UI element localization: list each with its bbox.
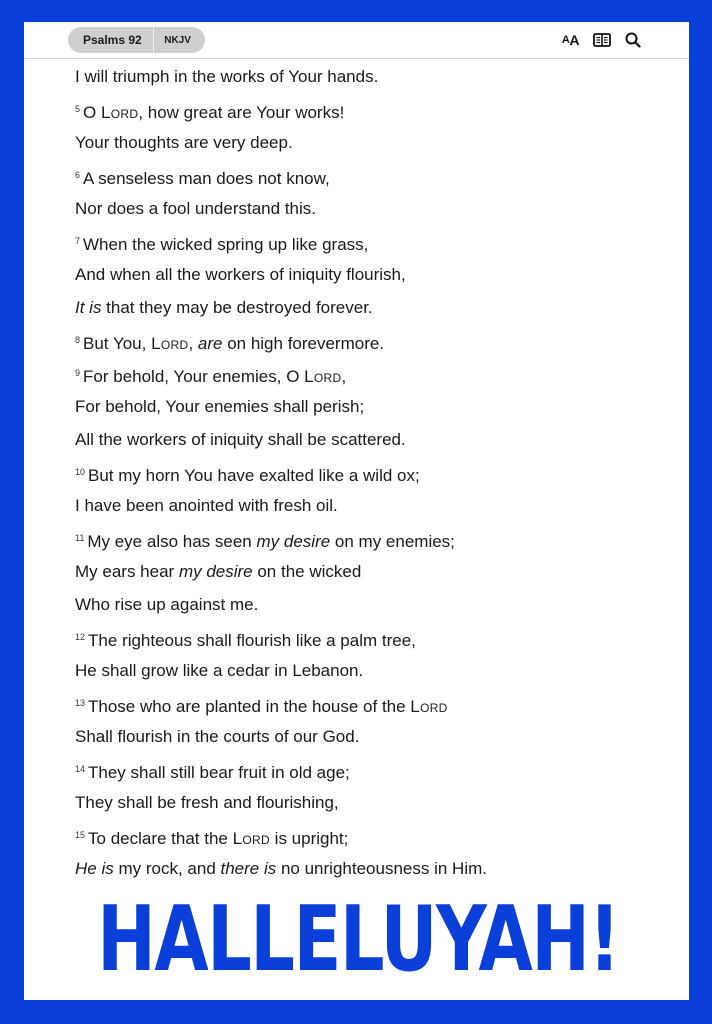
verse-line bbox=[75, 93, 675, 126]
divine-name: LORD bbox=[151, 334, 189, 353]
verse-text: on high forevermore. bbox=[222, 334, 385, 353]
italic-text: are bbox=[197, 334, 223, 353]
verse-text: no unrighteousness in Him. bbox=[276, 859, 487, 878]
verse-text: that they may be destroyed forever. bbox=[101, 298, 373, 317]
verse-list bbox=[75, 60, 675, 885]
italic-text: my desire bbox=[178, 562, 253, 581]
verse-text: my rock, and bbox=[113, 859, 221, 878]
toolbar bbox=[562, 30, 641, 50]
verse-text: , bbox=[341, 367, 347, 386]
verse-number: 11 bbox=[75, 533, 85, 543]
verse-line bbox=[75, 687, 675, 720]
verse-line bbox=[75, 126, 675, 159]
text-size-icon[interactable]: A A bbox=[561, 32, 579, 48]
verse-text: They shall be fresh and flourishing, bbox=[75, 793, 339, 812]
search-icon[interactable] bbox=[625, 32, 641, 48]
verse-line bbox=[75, 291, 675, 324]
verse-number: 10 bbox=[75, 467, 86, 477]
verse-text: They shall still bear fruit in old age; bbox=[88, 763, 350, 782]
verse-line bbox=[75, 522, 675, 555]
verse-text: But my horn You have exalted like a wild ox; bbox=[88, 466, 420, 485]
verse-number: 5 bbox=[75, 104, 81, 114]
verse-text: For behold, Your enemies, O bbox=[83, 367, 305, 386]
reader-page bbox=[24, 22, 689, 1000]
version-button[interactable]: NKJV bbox=[164, 34, 191, 46]
verse-line bbox=[75, 159, 675, 192]
verse-text: When the wicked spring up like grass, bbox=[83, 235, 369, 254]
verse-line bbox=[75, 390, 675, 423]
verse-line bbox=[75, 786, 675, 819]
verse-text: He shall grow like a cedar in Lebanon. bbox=[75, 661, 364, 680]
verse-number: 6 bbox=[75, 170, 81, 180]
verse-text: Those who are planted in the house of the bbox=[88, 697, 411, 716]
verse-number: 14 bbox=[75, 764, 86, 774]
italic-text: my desire bbox=[256, 532, 331, 551]
verse-text: But You, bbox=[83, 334, 152, 353]
verse-text: My eye also has seen bbox=[87, 532, 257, 551]
italic-text: It is bbox=[75, 298, 102, 317]
verse-line bbox=[75, 753, 675, 786]
verse-text: Your thoughts are very deep. bbox=[75, 133, 293, 152]
verse-text: For behold, Your enemies shall perish; bbox=[75, 397, 365, 416]
verse-line bbox=[75, 489, 675, 522]
verse-line bbox=[75, 456, 675, 489]
verse-text: Who rise up against me. bbox=[75, 595, 259, 614]
verse-text: on the wicked bbox=[252, 562, 362, 581]
verse-text: O bbox=[83, 103, 101, 122]
book-chapter-button[interactable]: Psalms 92 bbox=[83, 33, 142, 47]
top-bar bbox=[24, 22, 689, 59]
verse-text: is upright; bbox=[269, 829, 349, 848]
verse-line bbox=[75, 555, 675, 588]
halleluyah-banner: HALLELUYAH! bbox=[97, 887, 619, 992]
verse-line bbox=[75, 324, 675, 357]
verse-text: on my enemies; bbox=[330, 532, 455, 551]
verse-line bbox=[75, 852, 675, 885]
verse-text: A senseless man does not know, bbox=[83, 169, 330, 188]
verse-text: To declare that the bbox=[88, 829, 233, 848]
book-icon[interactable] bbox=[593, 33, 611, 47]
verse-text: All the workers of iniquity shall be scattered. bbox=[75, 430, 406, 449]
passage-selector bbox=[68, 27, 205, 53]
verse-number: 13 bbox=[75, 698, 86, 708]
verse-number: 15 bbox=[75, 830, 86, 840]
verse-text: , how great are Your works! bbox=[138, 103, 345, 122]
italic-text: there is bbox=[220, 859, 277, 878]
verse-number: 7 bbox=[75, 236, 81, 246]
divine-name: LORD bbox=[100, 103, 139, 122]
verse-text: The righteous shall flourish like a palm tree, bbox=[88, 631, 416, 650]
divine-name: LORD bbox=[304, 367, 342, 386]
verse-text: Shall flourish in the courts of our God. bbox=[75, 727, 360, 746]
verse-line bbox=[75, 192, 675, 225]
verse-line bbox=[75, 654, 675, 687]
divine-name: LORD bbox=[410, 697, 448, 716]
verse-number: 12 bbox=[75, 632, 86, 642]
verse-text: I have been anointed with fresh oil. bbox=[75, 496, 338, 515]
verse-line bbox=[75, 60, 675, 93]
verse-number: 9 bbox=[75, 368, 81, 378]
verse-line bbox=[75, 621, 675, 654]
verse-line bbox=[75, 258, 675, 291]
verse-text: I will triumph in the works of Your hands. bbox=[75, 67, 379, 86]
verse-text: My ears hear bbox=[75, 562, 179, 581]
verse-text: And when all the workers of iniquity flourish, bbox=[75, 265, 406, 284]
verse-text: Nor does a fool understand this. bbox=[75, 199, 316, 218]
verse-number: 8 bbox=[75, 335, 81, 345]
verse-line bbox=[75, 357, 675, 390]
verse-line bbox=[75, 225, 675, 258]
verse-text: , bbox=[188, 334, 198, 353]
verse-line bbox=[75, 423, 675, 456]
verse-line bbox=[75, 720, 675, 753]
italic-text: He is bbox=[75, 859, 114, 878]
verse-line bbox=[75, 588, 675, 621]
divine-name: LORD bbox=[232, 829, 270, 848]
verse-line bbox=[75, 819, 675, 852]
